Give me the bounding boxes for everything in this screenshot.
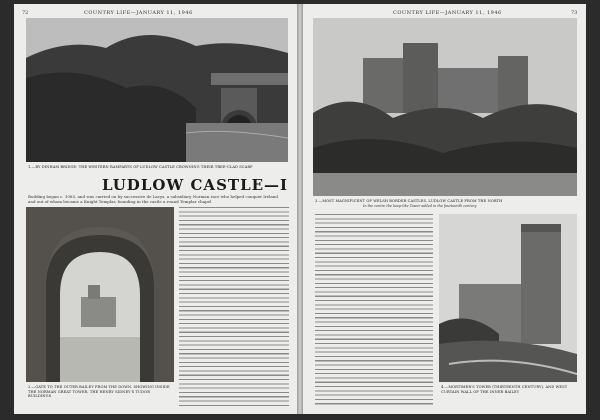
- article-body-column-2: [315, 214, 433, 409]
- left-page: [14, 4, 297, 414]
- photo-mortimers-tower: [439, 214, 577, 382]
- body-text-lines: [179, 207, 289, 407]
- photo-castle-from-north: [313, 18, 577, 196]
- photo-caption-3: 3.—MOST MAGNIFICENT OF WELSH BORDER CASTLES, LUDLOW CASTLE FROM THE NORTH: [315, 199, 503, 203]
- article-byline: Building began c. 1085, and was carried on by successive de Lacys, a subsidiary Norman race who helped conquer Ireland and out of whom became a Knight Templar, founding in the castle a round Templar chapel: [28, 194, 278, 204]
- right-page-number: 73: [571, 10, 578, 16]
- body-text-lines-2: [315, 214, 433, 406]
- photo-caption-1: 1.—BY DINHAM BRIDGE: THE WESTERN RAMPARTS OF LUDLOW CASTLE CROWNING THEIR TREE-CLAD SCARP: [28, 165, 253, 169]
- article-body-column: [179, 207, 289, 412]
- photo-caption-3-sub: In the centre the keep-like Tower added in the fourteenth century: [363, 204, 477, 208]
- left-running-head: COUNTRY LIFE—JANUARY 11, 1946: [84, 10, 193, 16]
- photo-outer-bailey-gate: [26, 207, 174, 382]
- left-page-number: 72: [22, 10, 29, 16]
- photo-caption-2: 2.—GATE TO THE OUTER BAILEY FROM THE DOWN. SHOWING INSIDE THE NORMAN GREAT TOWER, THE HENRY SIDNEY'S TUDOR BUILDINGS: [28, 385, 170, 399]
- magazine-spread: [14, 4, 586, 414]
- photo-dinham-bridge: [26, 18, 288, 162]
- right-page: [303, 4, 586, 414]
- article-title: LUDLOW CASTLE—I: [102, 176, 289, 194]
- photo-caption-4: 4.—MORTIMER'S TOWER (THIRTEENTH CENTURY), AND WEST CURTAIN WALL OF THE INNER BAILEY: [441, 385, 568, 394]
- right-running-head: COUNTRY LIFE—JANUARY 11, 1946: [393, 10, 502, 16]
